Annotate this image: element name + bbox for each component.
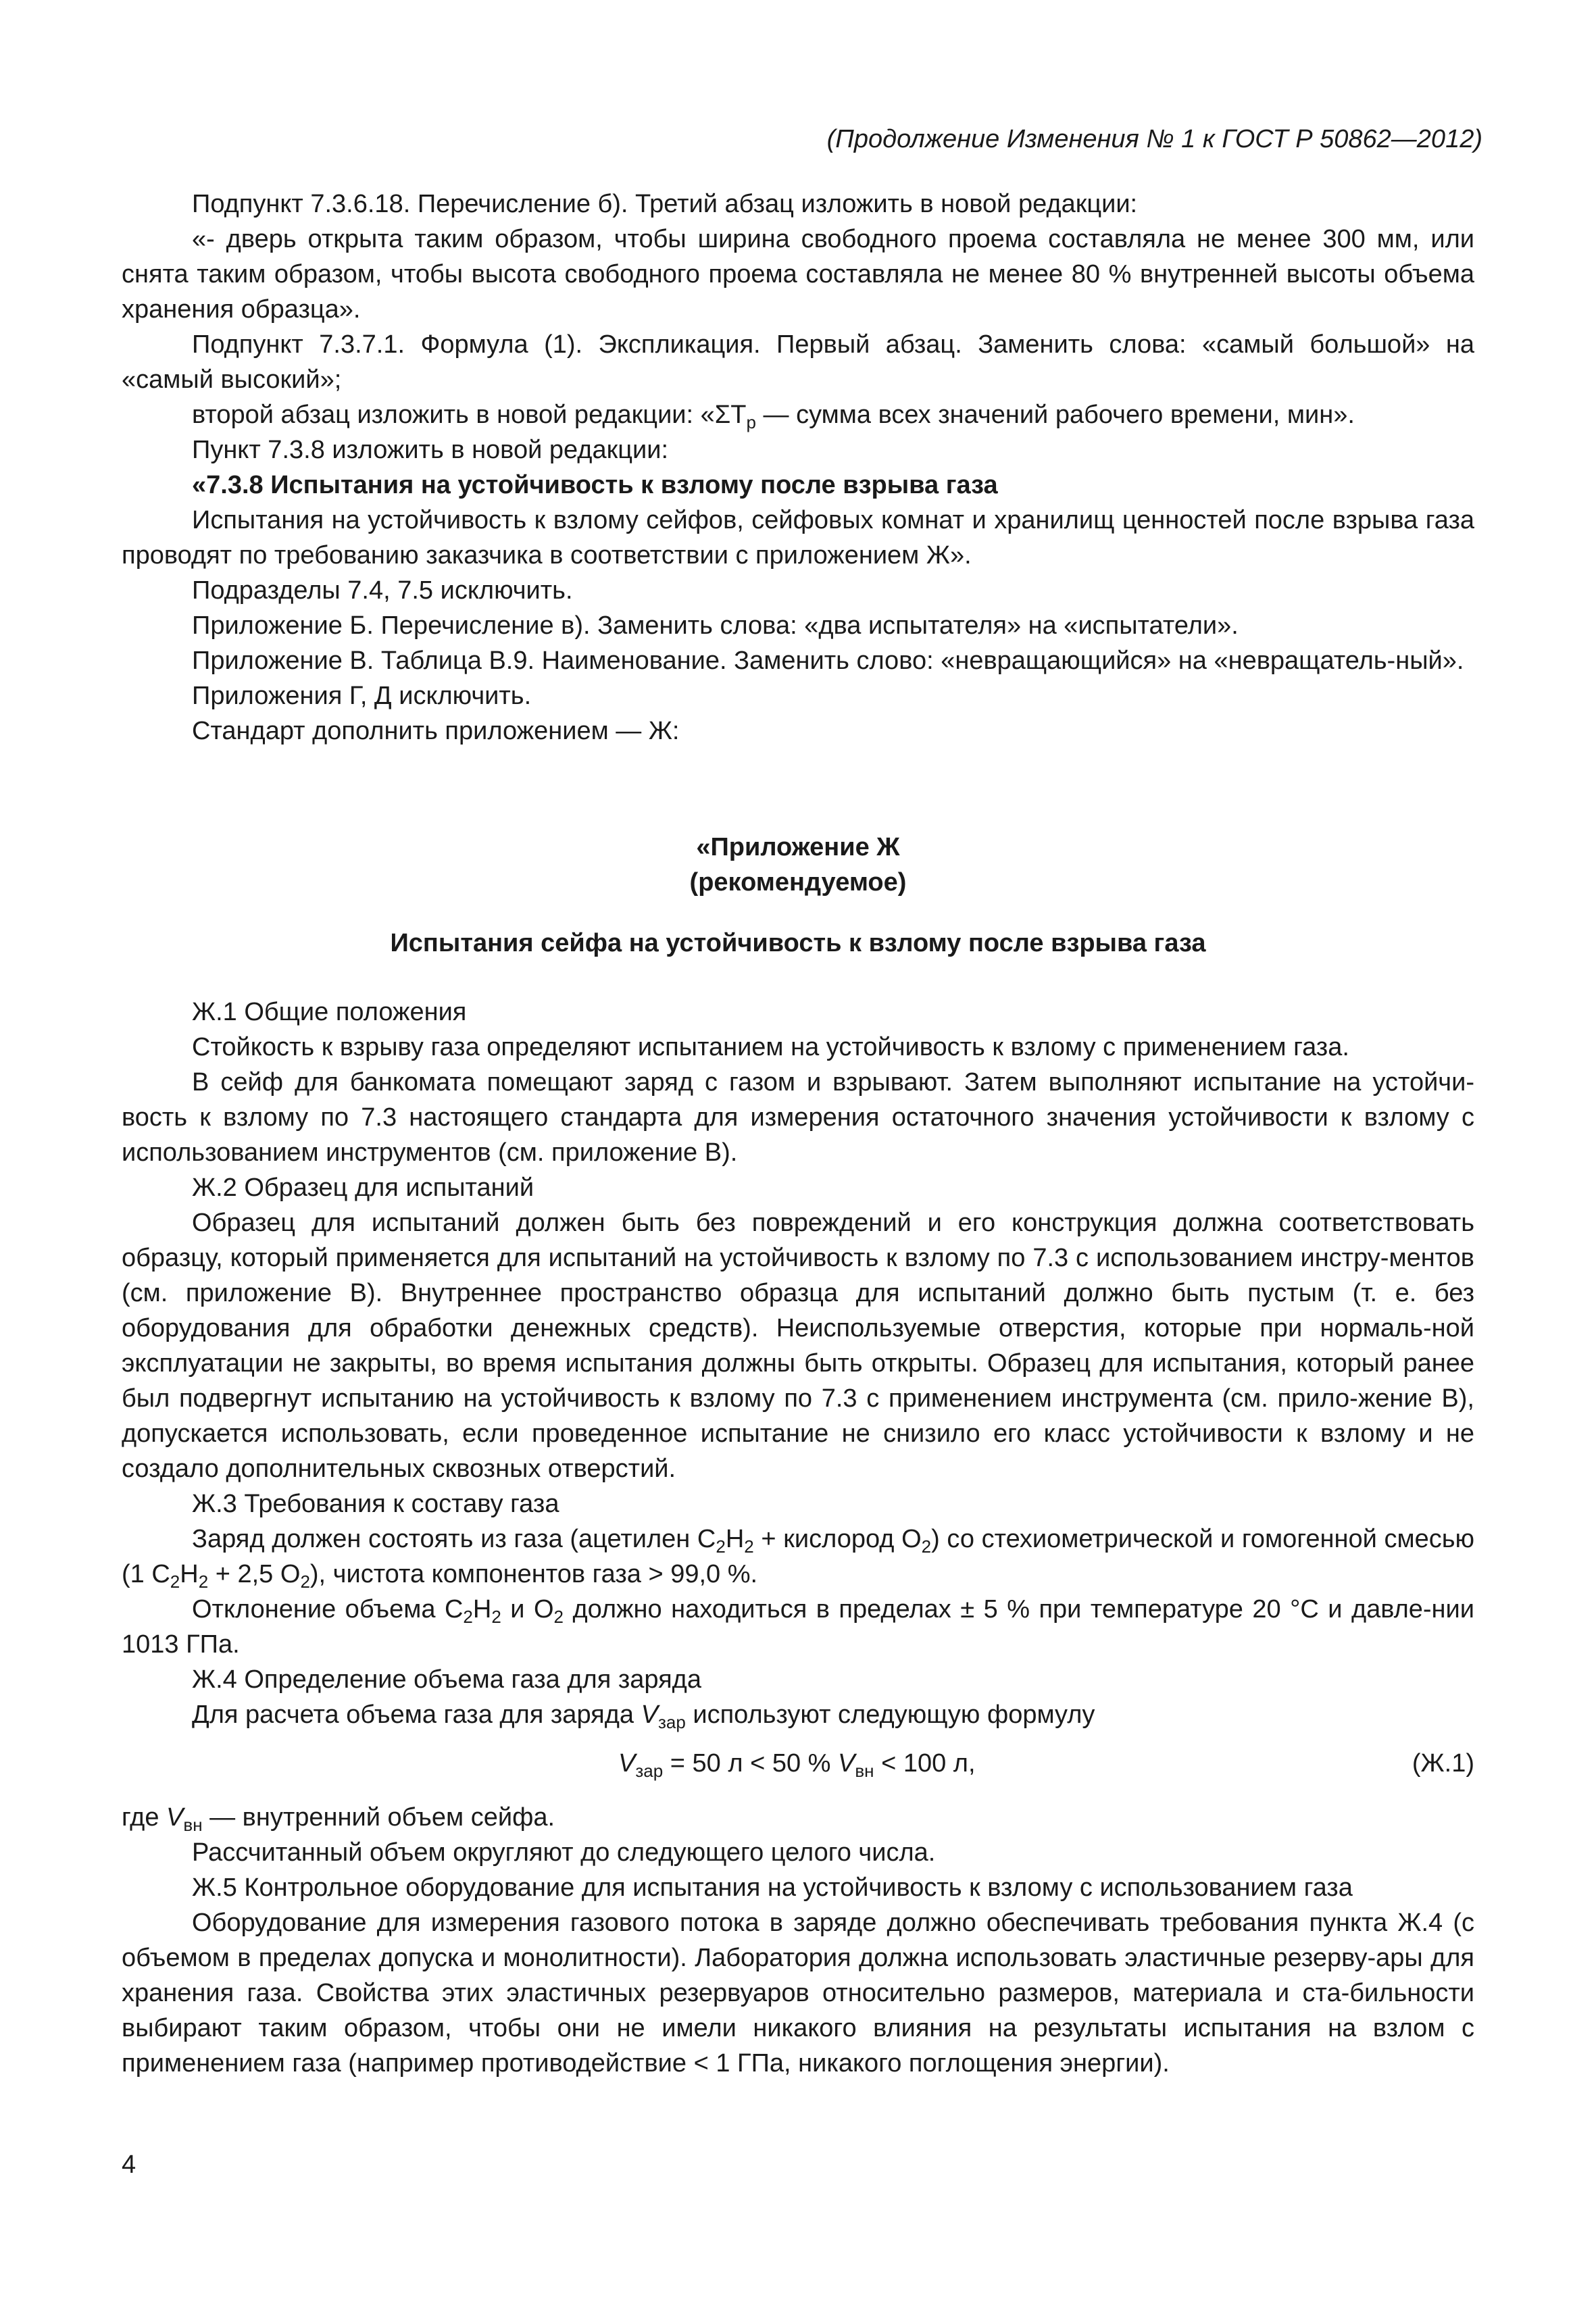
section-heading: Ж.1 Общие положения: [192, 998, 467, 1026]
paragraph: Приложение В. Таблица В.9. Наименование. Заменить слово: «невращающийся» на «невращатель-ный».: [192, 647, 1464, 675]
section-heading: Ж.2 Образец для испытаний: [192, 1174, 534, 1202]
paragraph: Подпункт 7.3.7.1. Формула (1). Экспликация. Первый абзац. Заменить слова: «самый большой» на «самый высокий»;: [122, 330, 1474, 394]
paragraph: Стойкость к взрыву газа определяют испытанием на устойчивость к взлому с применением газа.: [192, 1033, 1349, 1061]
running-header: (Продолжение Изменения № 1 к ГОСТ Р 50862—2012): [826, 125, 1482, 153]
document-body: [122, 186, 1474, 2081]
paragraph: Приложение Б. Перечисление в). Заменить слова: «два испытателя» на «испытатели».: [192, 611, 1239, 640]
paragraph: Стандарт дополнить приложением — Ж:: [192, 717, 680, 745]
paragraph: Пункт 7.3.8 изложить в новой редакции:: [192, 436, 669, 464]
clause-heading: «7.3.8 Испытания на устойчивость к взлому после взрыва газа: [192, 471, 998, 499]
paragraph: Приложения Г, Д исключить.: [192, 682, 532, 710]
paragraph: Для расчета объема газа для заряда $V_{зар}$ используют следующую формулу: [192, 1701, 1095, 1732]
formula-expression: $V_{зар} = 50$ л < 50 % $V_{вн} < 100$ л,: [618, 1749, 976, 1781]
paragraph: Оборудование для измерения газового потока в заряде должно обеспечивать требования пункта Ж.4 (с объемом в пределах допуска и монолитности). Лаборатория должна использовать эластичные резерву-ары для хранения газа. Свойства этих эластичных резервуаров относительно размеров, материала и ста-бильности выбирают таким образом, чтобы они не имели никакого влияния на результаты испытания на взлом с применением газа (например противодействие < 1 ГПа, никакого поглощения энергии).: [122, 1909, 1474, 2078]
paragraph: Подпункт 7.3.6.18. Перечисление б). Третий абзац изложить в новой редакции:: [192, 190, 1138, 218]
paragraph: где $V_{вн}$ — внутренний объем сейфа.: [122, 1803, 555, 1835]
annex-heading: Испытания сейфа на устойчивость к взлому после взрыва газа: [390, 929, 1206, 957]
paragraph: Заряд должен состоять из газа (ацетилен $C_2H_2$ + кислород $O_2$) со стехиометрической и гомогенной смесью (1 $C_2H_2 + 2,5$ $O_2$), чистота компонентов газа > 99,0 %.: [122, 1525, 1475, 1592]
annex-title: «Приложение Ж: [696, 833, 900, 861]
paragraph: В сейф для банкомата помещают заряд с газом и взрывают. Затем выполняют испытание на устойчи-вость к взлому по 7.3 настоящего стандарта для измерения остаточного значения устойчивости к взлому с использованием инструментов (см. приложение В).: [122, 1068, 1474, 1167]
paragraph: Испытания на устойчивость к взлому сейфов, сейфовых комнат и хранилищ ценностей после взрыва газа проводят по требованию заказчика в соответствии с приложением Ж».: [122, 506, 1474, 570]
annex-subtitle: (рекомендуемое): [689, 868, 907, 897]
formula-number: (Ж.1): [1412, 1749, 1474, 1778]
paragraph: «- дверь открыта таким образом, чтобы ширина свободного проема составляла не менее 300 мм, или снята таким образом, чтобы высота свободного проема составляла не менее 80 % внутренней высоты объема хранения образца».: [122, 225, 1474, 324]
paragraph: Образец для испытаний должен быть без повреждений и его конструкция должна соответствовать образцу, который применяется для испытаний на устойчивость к взлому по 7.3 с использованием инстру-ментов (см. приложение В). Внутреннее пространство образца для испытаний должно быть пустым (т. е. без оборудования для обработки денежных средств). Неиспользуемые отверстия, которые при нормаль-ной эксплуатации не закрыты, во время испытания должны быть открыты. Образец для испытания, который ранее был подвергнут испытанию на устойчивость к взлому по 7.3 с применением инструмента (см. прило-жение В), допускается использовать, если проведенное испытание не снизило его класс устойчивости к взлому и не создало дополнительных сквозных отверстий.: [122, 1209, 1474, 1483]
paragraph: Рассчитанный объем округляют до следующего целого числа.: [192, 1838, 936, 1867]
paragraph: Подразделы 7.4, 7.5 исключить.: [192, 576, 573, 605]
section-heading: Ж.3 Требования к составу газа: [192, 1490, 559, 1518]
paragraph: второй абзац изложить в новой редакции: «$\Sigma T_р$ — сумма всех значений рабочего времени, мин».: [192, 401, 1355, 432]
paragraph: Отклонение объема $C_2H_2$ и $O_2$ должно находиться в пределах ± 5 % при температуре 20 °С и давле-нии 1013 ГПа.: [122, 1595, 1474, 1659]
page-number: 4: [122, 2150, 136, 2179]
section-heading: Ж.4 Определение объема газа для заряда: [192, 1665, 701, 1694]
formula-j1: [122, 1746, 1474, 1793]
section-heading: Ж.5 Контрольное оборудование для испытания на устойчивость к взлому с использованием газа: [192, 1873, 1353, 1902]
